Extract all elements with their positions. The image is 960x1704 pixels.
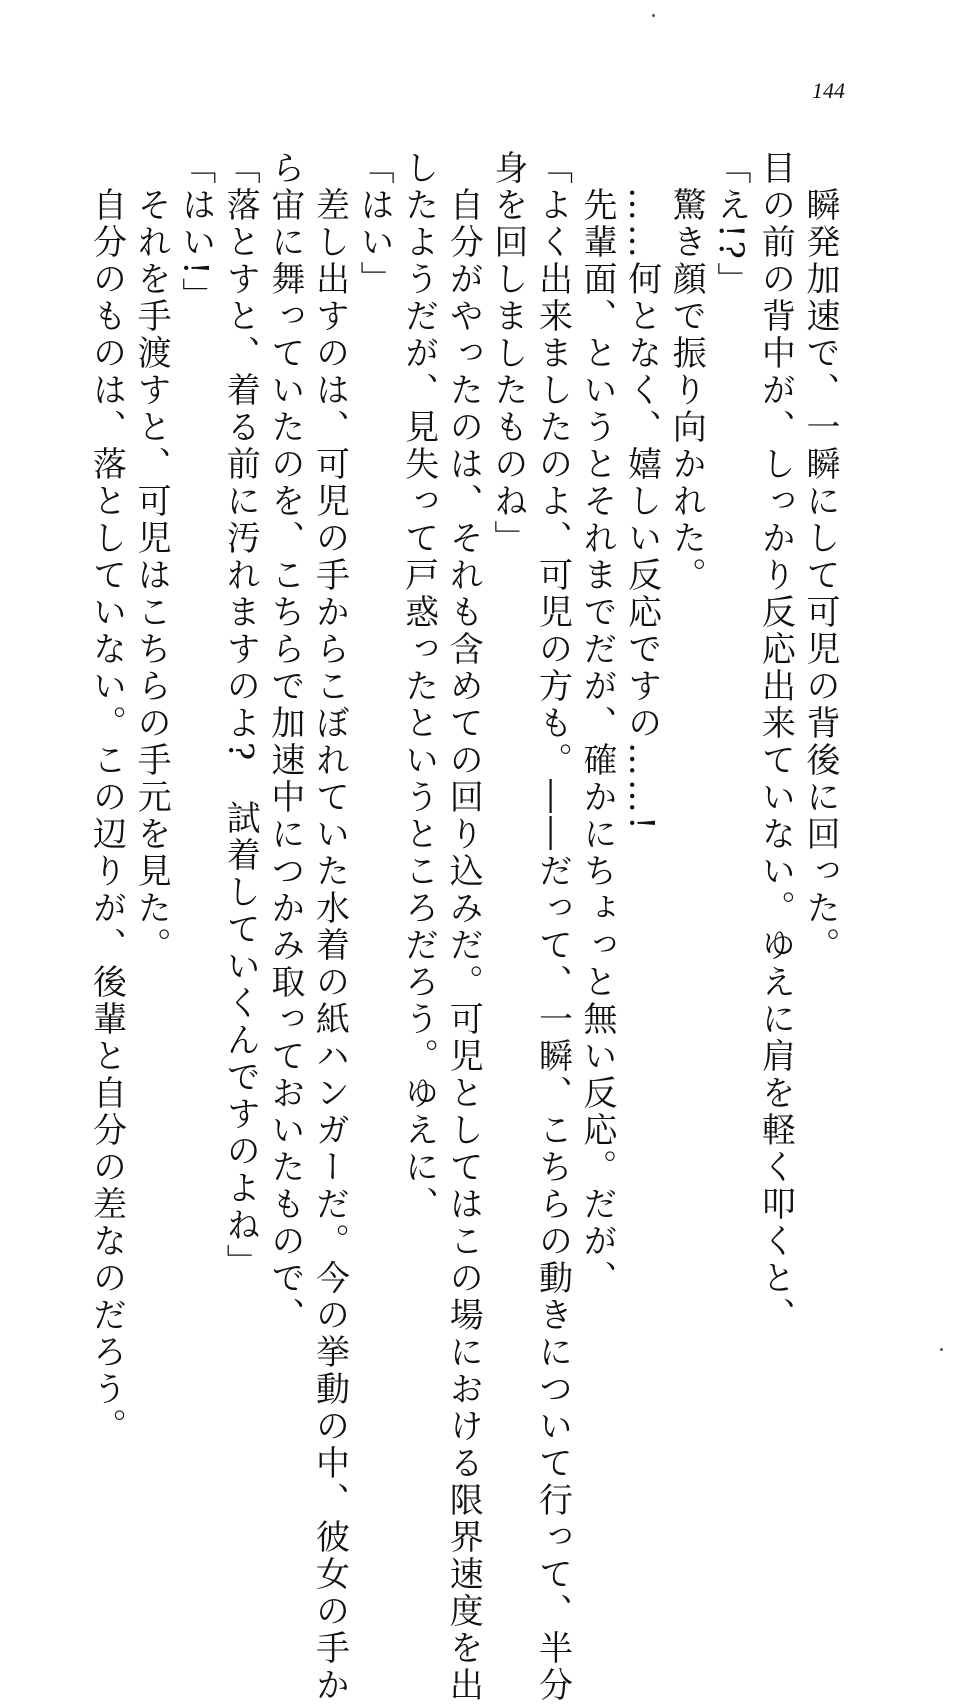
scan-speck [940,1348,943,1351]
text-line: それを手渡すと、可児はこちらの手元を見た。 [131,150,172,964]
text-line: 「はい」 [354,150,395,298]
text-line: 「落とすと、着る前に汚れますのよ? 試着していくんですのよね」 [220,150,261,1282]
text-line: 自分がやったのは、それも含めての回り込みだ。可児としてはこの場における限界速度を出 [443,150,484,1704]
text-line: 「よく出来ましたのよ、可児の方も。――だって、一瞬、こちらの動きについて行って、半分 [532,150,573,1704]
text-line: 瞬発加速で、一瞬にして可児の背後に回った。 [800,150,840,964]
scan-speck [652,14,655,17]
text-line: したようだが、見失って戸惑ったというところだろう。ゆえに、 [398,150,439,1223]
text-line: 「え!?」 [710,150,751,299]
text-line: 先輩面、というとそれまでだが、確かにちょっと無い反応。だが、 [577,150,618,1297]
page-number: 144 [812,78,845,103]
text-line: 身を回しましたものね」 [487,150,528,557]
text-line: ……何となく、嬉しい反応ですの……! [621,150,662,833]
text-line: 差し出すのは、可児の手からこぼれていた水着の紙ハンガーだ。今の挙動の中、彼女の手か [309,150,350,1704]
text-line: 「はい!」 [175,150,216,315]
text-line: 目の前の背中が、しっかり反応出来ていない。ゆえに肩を軽く叩くと、 [755,150,796,1334]
text-line: ら宙に舞っていたのを、こちらで加速中につかみ取っておいたもので、 [264,150,305,1334]
text-line: 驚き顔で振り向かれた。 [666,150,707,594]
text-line: 自分のものは、落としていない。この辺りが、後輩と自分の差なのだろう。 [86,150,127,1445]
vertical-text-block [82,150,842,1704]
